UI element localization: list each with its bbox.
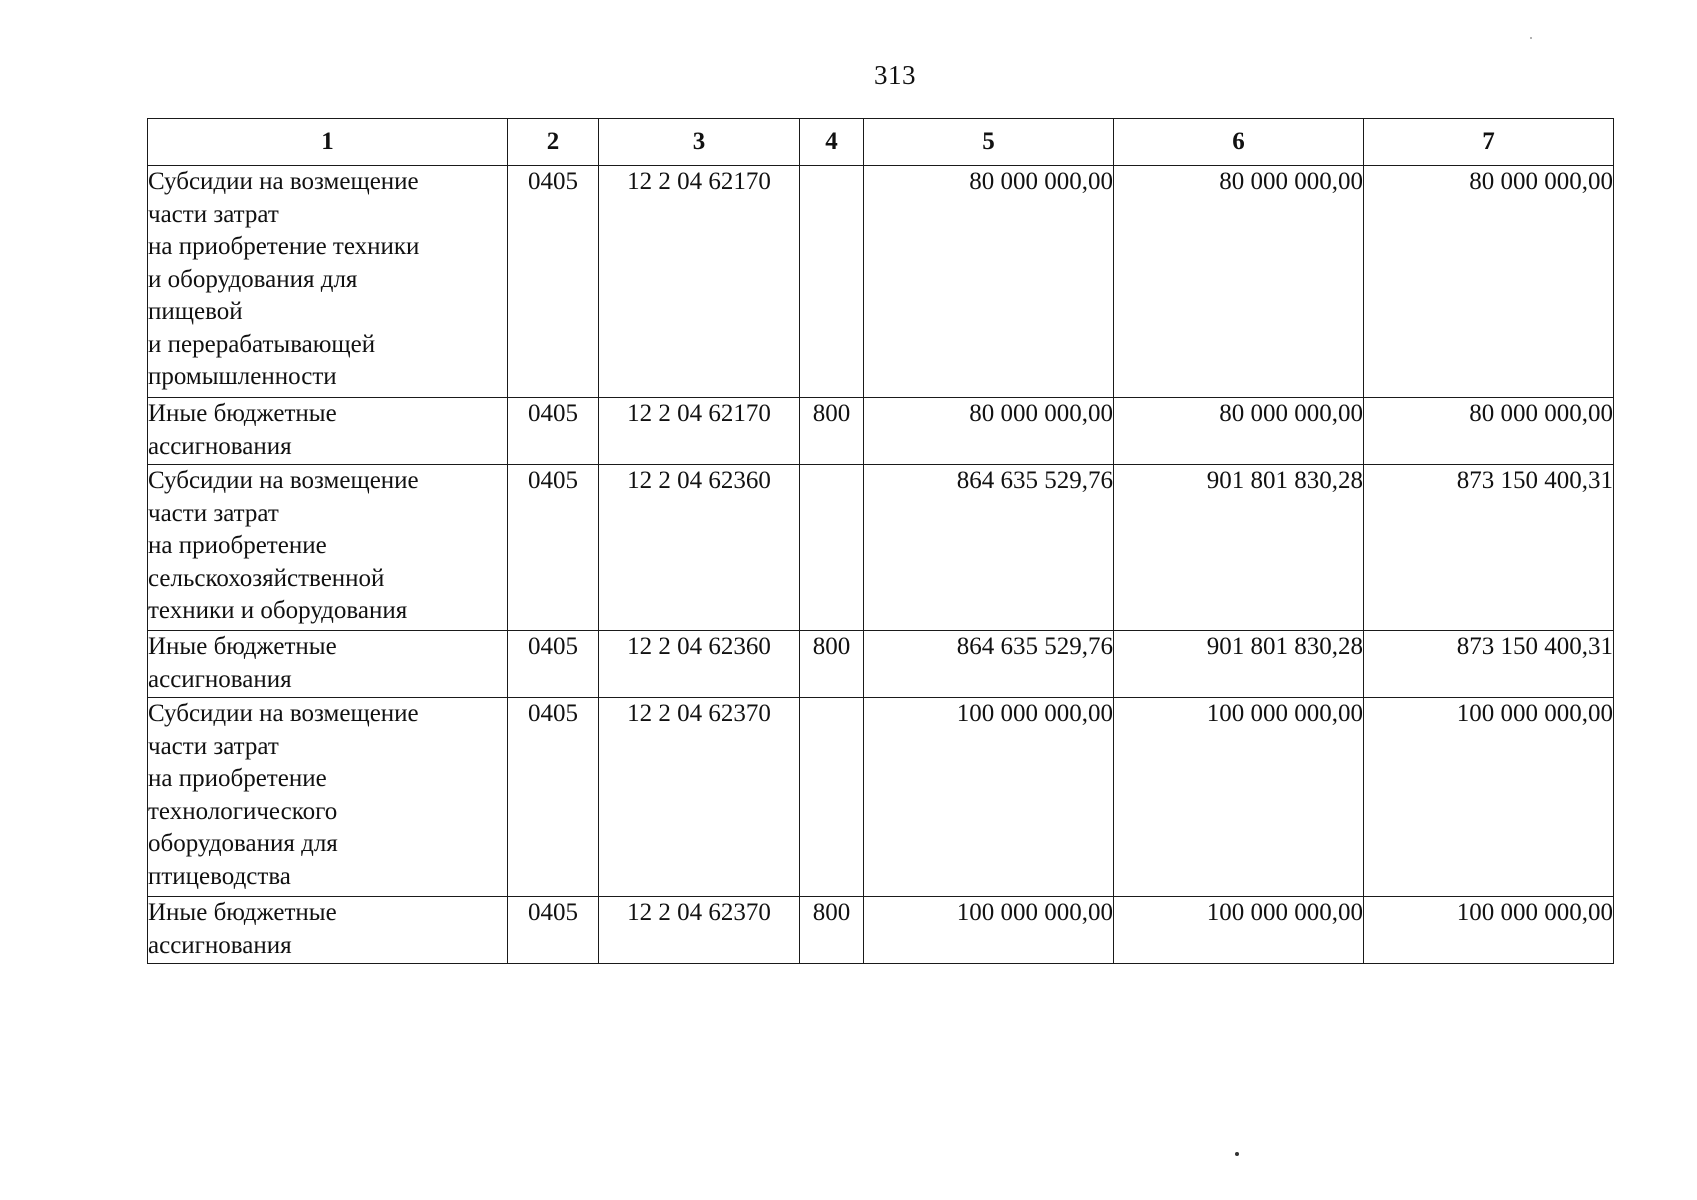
section-code: 0405 (508, 465, 599, 631)
target-code: 12 2 04 62370 (599, 897, 800, 964)
scan-speck (1235, 1152, 1239, 1156)
table-row (148, 698, 1614, 897)
target-code: 12 2 04 62360 (599, 631, 800, 698)
section-code: 0405 (508, 631, 599, 698)
target-code: 12 2 04 62370 (599, 698, 800, 897)
section-code: 0405 (508, 398, 599, 465)
table-row (148, 166, 1614, 398)
amount-column-5: 80 000 000,00 (864, 166, 1114, 398)
section-code: 0405 (508, 166, 599, 398)
table-row (148, 631, 1614, 698)
expense-type-code: 800 (800, 631, 864, 698)
scan-speck (1530, 37, 1532, 39)
column-header-3: 3 (599, 119, 800, 166)
column-header-4: 4 (800, 119, 864, 166)
amount-column-5: 80 000 000,00 (864, 398, 1114, 465)
column-header-5: 5 (864, 119, 1114, 166)
expense-type-code: 800 (800, 398, 864, 465)
row-name: Субсидии на возмещение части затрат на приобретение техники и оборудования для пищевой и перерабатывающей промышленности (148, 166, 508, 398)
row-name: Иные бюджетные ассигнования (148, 631, 508, 698)
target-code: 12 2 04 62170 (599, 398, 800, 465)
amount-column-6: 80 000 000,00 (1114, 398, 1364, 465)
section-code: 0405 (508, 897, 599, 964)
amount-column-7: 100 000 000,00 (1364, 698, 1614, 897)
column-header-7: 7 (1364, 119, 1614, 166)
amount-column-7: 873 150 400,31 (1364, 631, 1614, 698)
header-row (148, 119, 1614, 166)
amount-column-5: 864 635 529,76 (864, 465, 1114, 631)
table-row (148, 398, 1614, 465)
table-row (148, 465, 1614, 631)
column-header-2: 2 (508, 119, 599, 166)
amount-column-6: 901 801 830,28 (1114, 631, 1364, 698)
row-name: Субсидии на возмещение части затрат на приобретение сельскохозяйственной техники и оборудования (148, 465, 508, 631)
expense-type-code (800, 465, 864, 631)
expense-type-code: 800 (800, 897, 864, 964)
amount-column-7: 80 000 000,00 (1364, 398, 1614, 465)
page-number: 313 (874, 60, 916, 90)
table-row (148, 897, 1614, 964)
row-name: Иные бюджетные ассигнования (148, 897, 508, 964)
amount-column-7: 80 000 000,00 (1364, 166, 1614, 398)
amount-column-5: 100 000 000,00 (864, 897, 1114, 964)
amount-column-6: 80 000 000,00 (1114, 166, 1364, 398)
column-header-1: 1 (148, 119, 508, 166)
row-name: Иные бюджетные ассигнования (148, 398, 508, 465)
expense-type-code (800, 166, 864, 398)
amount-column-7: 100 000 000,00 (1364, 897, 1614, 964)
amount-column-5: 100 000 000,00 (864, 698, 1114, 897)
target-code: 12 2 04 62360 (599, 465, 800, 631)
amount-column-6: 100 000 000,00 (1114, 698, 1364, 897)
amount-column-6: 100 000 000,00 (1114, 897, 1364, 964)
target-code: 12 2 04 62170 (599, 166, 800, 398)
budget-table (147, 118, 1614, 964)
amount-column-5: 864 635 529,76 (864, 631, 1114, 698)
amount-column-7: 873 150 400,31 (1364, 465, 1614, 631)
section-code: 0405 (508, 698, 599, 897)
column-header-6: 6 (1114, 119, 1364, 166)
expense-type-code (800, 698, 864, 897)
row-name: Субсидии на возмещение части затрат на приобретение технологического оборудования для птицеводства (148, 698, 508, 897)
amount-column-6: 901 801 830,28 (1114, 465, 1364, 631)
